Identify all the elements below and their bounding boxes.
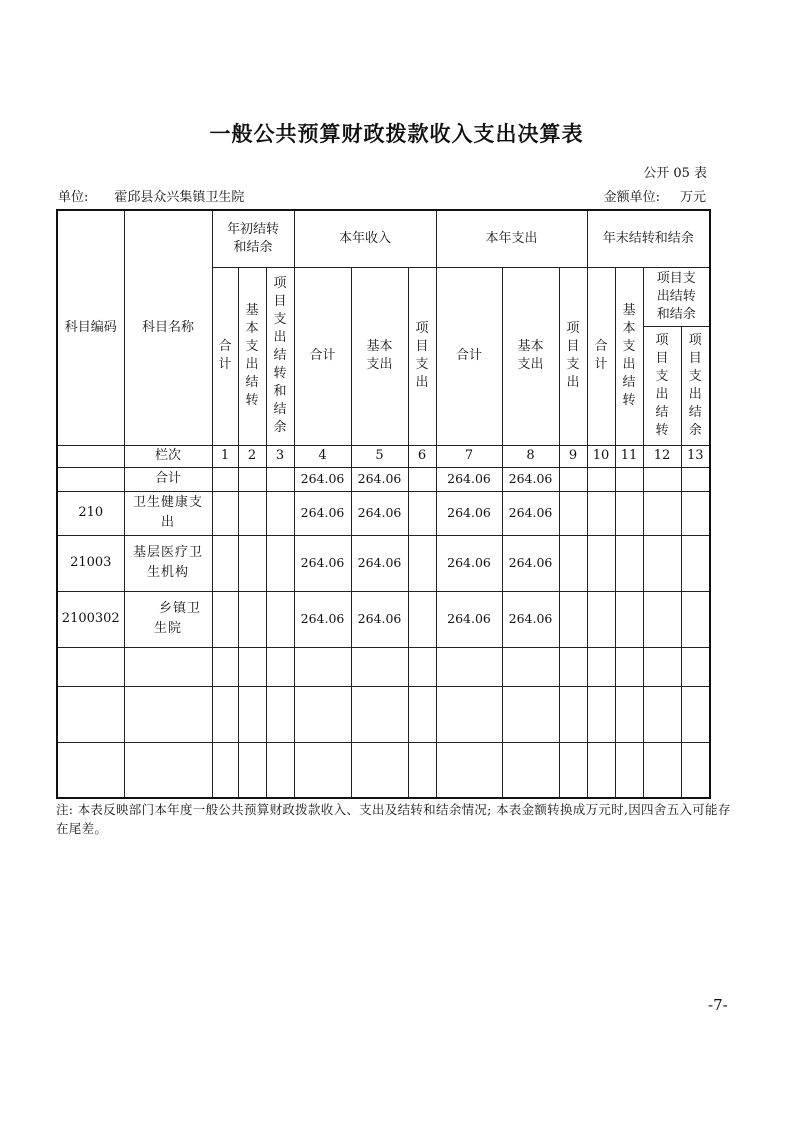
empty-cell	[351, 742, 408, 798]
total-label: 合计	[124, 467, 212, 491]
empty-cell	[436, 647, 502, 686]
subject-name: 基层医疗卫生机构	[124, 535, 212, 591]
table-cell	[408, 491, 436, 535]
table-cell	[559, 491, 587, 535]
amount-unit-value: 万元	[679, 190, 706, 205]
column-index-label: 栏次	[124, 445, 212, 467]
table-cell	[238, 591, 266, 647]
empty-cell	[559, 647, 587, 686]
header-closing-project: 项目支出结转和结余	[643, 267, 710, 326]
table-cell	[643, 535, 681, 591]
header-income-project: 项目支出	[408, 267, 436, 445]
header-income-basic: 基本支出	[351, 267, 408, 445]
table-cell	[212, 535, 238, 591]
table-cell: 264.06	[436, 491, 502, 535]
column-number: 9	[559, 445, 587, 467]
header-income: 本年收入	[294, 210, 436, 267]
header-income-total: 合计	[294, 267, 351, 445]
table-cell: 264.06	[502, 491, 559, 535]
empty-cell	[294, 742, 351, 798]
empty-cell	[408, 742, 436, 798]
table-cell: 264.06	[294, 467, 351, 491]
column-number: 12	[643, 445, 681, 467]
empty-cell	[615, 742, 643, 798]
table-cell	[238, 535, 266, 591]
empty-cell	[124, 742, 212, 798]
table-cell: 264.06	[351, 467, 408, 491]
empty-cell	[615, 686, 643, 742]
header-closing-total: 合计	[587, 267, 615, 445]
table-cell: 264.06	[502, 591, 559, 647]
table-cell	[643, 467, 681, 491]
amount-unit-label: 金额单位:	[603, 190, 660, 205]
empty-row	[57, 647, 710, 686]
table-cell	[615, 535, 643, 591]
table-cell	[212, 591, 238, 647]
table-cell	[238, 467, 266, 491]
table-cell	[266, 467, 294, 491]
header-subject-code: 科目编码	[57, 210, 124, 445]
empty-cell	[681, 647, 710, 686]
column-number: 4	[294, 445, 351, 467]
subject-code: 21003	[57, 535, 124, 591]
empty-cell	[502, 647, 559, 686]
header-expenditure-total: 合计	[436, 267, 502, 445]
table-row	[57, 491, 710, 535]
unit-label: 单位:	[58, 190, 89, 205]
empty-cell	[238, 647, 266, 686]
empty-cell	[351, 686, 408, 742]
empty-cell	[502, 686, 559, 742]
budget-table	[56, 209, 711, 799]
table-cell	[681, 491, 710, 535]
subject-code: 2100302	[57, 591, 124, 647]
header-opening-project: 项目支出结转和结余	[266, 267, 294, 445]
empty-cell	[238, 686, 266, 742]
header-closing: 年末结转和结余	[587, 210, 710, 267]
table-cell	[681, 535, 710, 591]
empty-cell	[57, 742, 124, 798]
table-cell	[587, 591, 615, 647]
table-cell: 264.06	[351, 491, 408, 535]
table-cell	[587, 467, 615, 491]
column-number: 6	[408, 445, 436, 467]
column-number: 10	[587, 445, 615, 467]
table-cell	[266, 591, 294, 647]
empty-cell	[587, 742, 615, 798]
column-number: 8	[502, 445, 559, 467]
empty-cell	[408, 647, 436, 686]
table-cell: 264.06	[294, 591, 351, 647]
empty-cell	[57, 686, 124, 742]
table-cell: 264.06	[436, 591, 502, 647]
header-opening: 年初结转和结余	[212, 210, 294, 267]
amount-unit-info	[604, 186, 706, 205]
empty-cell	[615, 647, 643, 686]
header-subject-name: 科目名称	[124, 210, 212, 445]
column-number: 5	[351, 445, 408, 467]
empty-cell	[212, 742, 238, 798]
table-cell: 264.06	[294, 491, 351, 535]
empty-cell	[408, 686, 436, 742]
index-blank-cell	[57, 445, 124, 467]
empty-cell	[681, 686, 710, 742]
empty-cell	[559, 742, 587, 798]
empty-cell	[266, 686, 294, 742]
table-cell	[587, 535, 615, 591]
column-number: 2	[238, 445, 266, 467]
subject-name: 卫生健康支出	[124, 491, 212, 535]
table-cell	[615, 467, 643, 491]
page-number: -7-	[708, 996, 728, 1014]
empty-cell	[266, 647, 294, 686]
empty-cell	[212, 686, 238, 742]
form-code: 公开 05 表	[643, 166, 707, 181]
table-cell	[559, 467, 587, 491]
table-cell	[615, 591, 643, 647]
table-cell	[212, 467, 238, 491]
table-cell	[615, 491, 643, 535]
column-number: 1	[212, 445, 238, 467]
column-number: 13	[681, 445, 710, 467]
document-title: 一般公共预算财政拨款收入支出决算表	[209, 122, 584, 146]
table-cell: 264.06	[294, 535, 351, 591]
table-row	[57, 591, 710, 647]
header-expenditure-project: 项目支出	[559, 267, 587, 445]
subject-name: 乡镇卫生院	[124, 591, 212, 647]
total-code-cell	[57, 467, 124, 491]
empty-cell	[436, 686, 502, 742]
table-cell: 264.06	[436, 535, 502, 591]
header-opening-basic: 基本支出结转	[238, 267, 266, 445]
table-cell	[681, 467, 710, 491]
table-cell	[238, 491, 266, 535]
empty-cell	[294, 686, 351, 742]
table-cell	[559, 535, 587, 591]
empty-cell	[212, 647, 238, 686]
table-note: 注: 本表反映部门本年度一般公共预算财政拨款收入、支出及结转和结余情况; 本表金额转换成万元时,因四舍五入可能存在尾差。	[56, 802, 731, 836]
empty-cell	[643, 686, 681, 742]
table-cell	[681, 591, 710, 647]
table-cell	[408, 467, 436, 491]
empty-cell	[643, 742, 681, 798]
empty-cell	[587, 686, 615, 742]
table-cell	[266, 491, 294, 535]
empty-cell	[559, 686, 587, 742]
table-row	[57, 535, 710, 591]
column-number: 7	[436, 445, 502, 467]
table-cell: 264.06	[502, 535, 559, 591]
table-cell	[408, 535, 436, 591]
subject-code: 210	[57, 491, 124, 535]
header-expenditure-basic: 基本支出	[502, 267, 559, 445]
table-cell: 264.06	[351, 535, 408, 591]
header-row-1	[57, 210, 710, 267]
empty-cell	[502, 742, 559, 798]
empty-cell	[57, 647, 124, 686]
empty-cell	[238, 742, 266, 798]
table-cell	[559, 591, 587, 647]
table-cell: 264.06	[436, 467, 502, 491]
table-cell	[587, 491, 615, 535]
table-cell: 264.06	[502, 467, 559, 491]
table-cell	[643, 591, 681, 647]
table-cell	[266, 535, 294, 591]
empty-cell	[643, 647, 681, 686]
table-cell: 264.06	[351, 591, 408, 647]
empty-row	[57, 742, 710, 798]
empty-cell	[681, 742, 710, 798]
empty-cell	[436, 742, 502, 798]
empty-cell	[587, 647, 615, 686]
empty-cell	[124, 647, 212, 686]
empty-cell	[294, 647, 351, 686]
empty-row	[57, 686, 710, 742]
column-number: 11	[615, 445, 643, 467]
empty-cell	[351, 647, 408, 686]
header-expenditure: 本年支出	[436, 210, 587, 267]
table-cell	[408, 591, 436, 647]
table-cell	[212, 491, 238, 535]
header-closing-project-carry: 项目支出结转	[643, 326, 681, 445]
empty-cell	[124, 686, 212, 742]
column-number-row	[57, 445, 710, 467]
header-closing-basic: 基本支出结转	[615, 267, 643, 445]
header-opening-total: 合计	[212, 267, 238, 445]
total-row	[57, 467, 710, 491]
empty-cell	[266, 742, 294, 798]
header-closing-project-balance: 项目支出结余	[681, 326, 710, 445]
column-number: 3	[266, 445, 294, 467]
table-cell	[643, 491, 681, 535]
unit-value: 霍邱县众兴集镇卫生院	[114, 190, 245, 205]
unit-info	[58, 186, 244, 205]
